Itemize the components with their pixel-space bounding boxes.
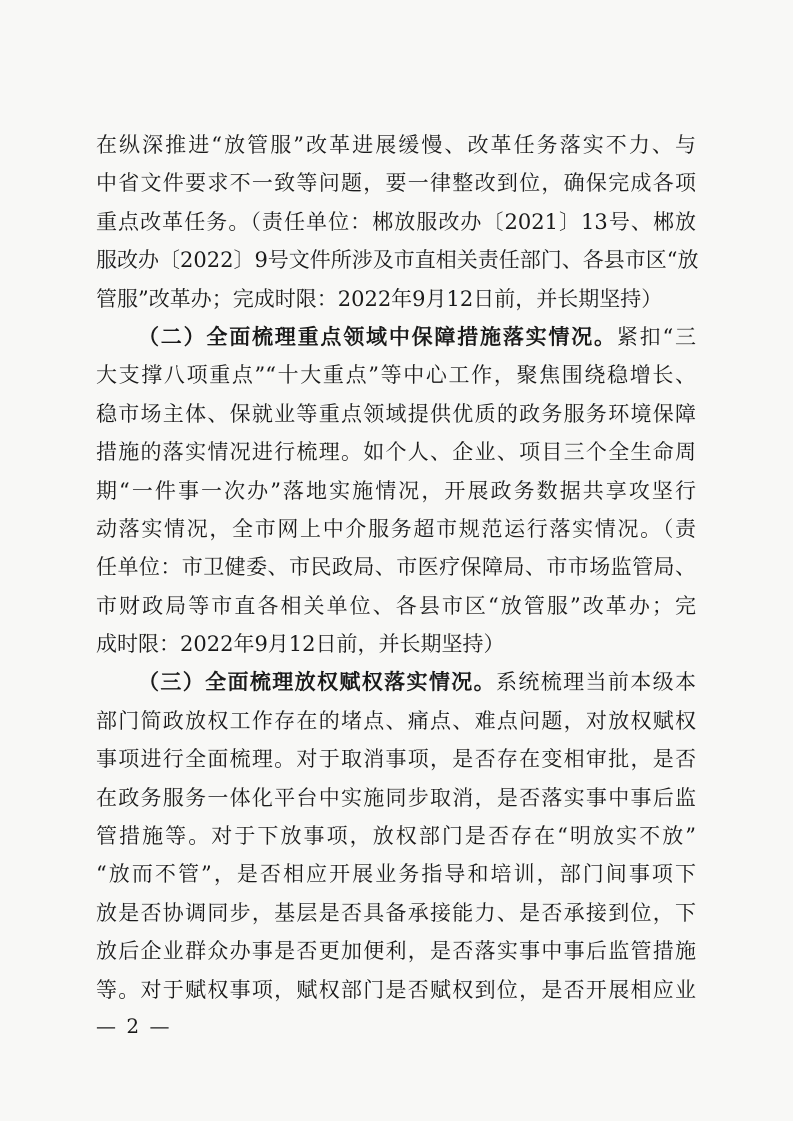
text-line: 动落实情况，全市网上中介服务超市规范运行落实情况。（责: [96, 516, 696, 541]
section-2-heading: （二）全面梳理重点领域中保障措施落实情况。: [138, 323, 617, 349]
text-line: 重点改革任务。（责任单位：郴放服改办〔2021〕13号、郴放: [96, 209, 696, 234]
text-line: “放而不管”，是否相应开展业务指导和培训，部门间事项下: [96, 862, 696, 887]
text-line: 放是否协调同步，基层是否具备承接能力、是否承接到位，下: [96, 900, 696, 925]
text-line: 任单位：市卫健委、市民政局、市医疗保障局、市市场监管局、: [96, 555, 696, 580]
document-body: [96, 126, 699, 1009]
page-number: — 2 —: [96, 1014, 172, 1038]
text-line: 市财政局等市直各相关单位、各县市区“放管服”改革办；完: [96, 593, 696, 618]
text-line: 管措施等。对于下放事项，放权部门是否存在“明放实不放”: [96, 824, 696, 849]
text-line: 事项进行全面梳理。对于取消事项，是否存在变相审批，是否: [96, 747, 696, 772]
text-line: 稳市场主体、保就业等重点领域提供优质的政务服务环境保障: [96, 401, 696, 426]
section-2-heading-line: [96, 318, 696, 356]
text-line: 在纵深推进“放管服”改革进展缓慢、改革任务落实不力、与: [96, 133, 696, 157]
text-line: 部门简政放权工作存在的堵点、痛点、难点问题，对放权赋权: [96, 708, 696, 733]
text-line: 管服”改革办；完成时限：2022年9月12日前，并长期坚持）: [96, 286, 663, 311]
text-line: 措施的落实情况进行梳理。如个人、企业、项目三个全生命周: [96, 440, 696, 465]
text-line: 期“一件事一次办”落地实施情况，开展政务数据共享攻坚行: [96, 478, 696, 503]
text-line: 大支撑八项重点”“十大重点”等中心工作，聚焦围绕稳增长、: [96, 363, 696, 388]
text-line: 放后企业群众办事是否更加便利，是否落实事中事后监管措施: [96, 939, 696, 964]
section-3-heading: （三）全面梳理放权赋权落实情况。: [138, 669, 496, 695]
text-line: 中省文件要求不一致等问题，要一律整改到位，确保完成各项: [96, 171, 696, 196]
text-line: 成时限：2022年9月12日前，并长期坚持）: [96, 632, 505, 657]
section-3-heading-rest: 系统梳理当前本级本: [496, 670, 696, 695]
section-2-heading-rest: 紧扣“三: [616, 324, 696, 349]
text-line: 等。对于赋权事项，赋权部门是否赋权到位，是否开展相应业: [96, 977, 696, 1002]
text-line: 服改办〔2022〕9号文件所涉及市直相关责任部门、各县市区“放: [96, 248, 699, 273]
text-line: 在政务服务一体化平台中实施同步取消，是否落实事中事后监: [96, 785, 696, 810]
section-3-heading-line: [96, 663, 696, 701]
